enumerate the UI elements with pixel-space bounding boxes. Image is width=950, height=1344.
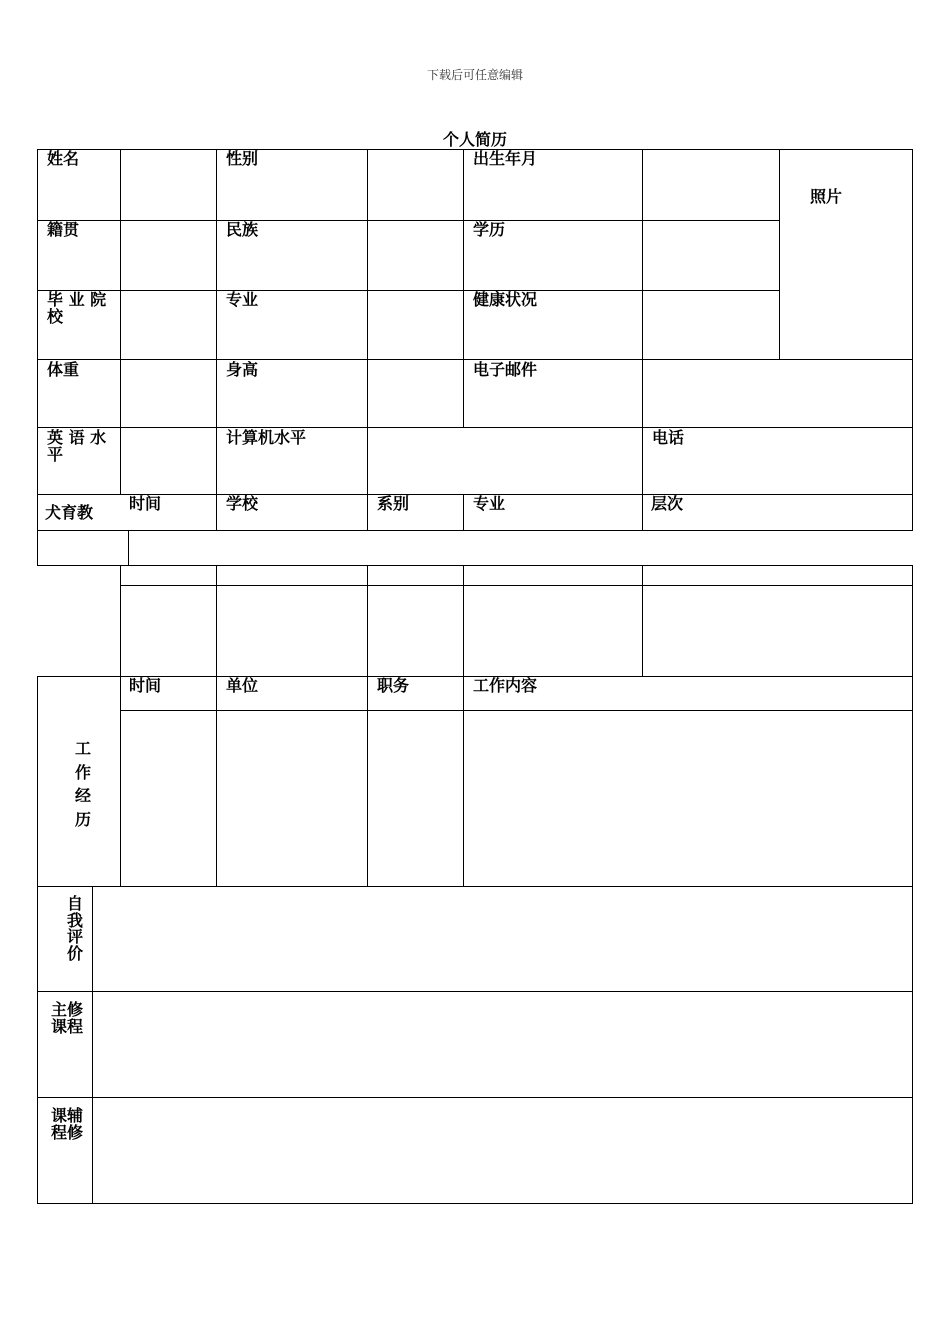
- main-courses-label-line1: 主修: [51, 1000, 84, 1019]
- work-char: 历: [74, 809, 91, 829]
- health-label: 健康状况: [473, 290, 538, 309]
- gender-label: 性别: [226, 149, 259, 168]
- work-col-unit: 单位: [226, 676, 259, 695]
- weight-label: 体重: [47, 360, 80, 379]
- school-label-line1: 毕 业 院: [47, 290, 107, 309]
- school-label-line2: 校: [47, 307, 64, 326]
- self-eval-char: 价: [66, 943, 83, 963]
- work-col-position: 职务: [377, 676, 410, 695]
- computer-label: 计算机水平: [226, 428, 307, 447]
- birth-label: 出生年月: [473, 149, 538, 168]
- self-eval-label: [65, 896, 85, 962]
- edu-col-time: 时间: [129, 494, 162, 513]
- major-label: 专业: [226, 290, 259, 309]
- work-col-content: 工作内容: [473, 676, 538, 695]
- minor-courses-label-line2: 程修: [51, 1123, 84, 1142]
- height-label: 身高: [226, 360, 259, 379]
- minor-courses-label-line1: 课辅: [51, 1106, 84, 1125]
- work-char: 工: [74, 739, 91, 758]
- edu-col-major: 专业: [473, 494, 506, 513]
- name-label: 姓名: [47, 149, 80, 168]
- english-label-line1: 英 语 水: [47, 428, 107, 447]
- self-eval-char: 我: [66, 910, 83, 930]
- self-eval-char: 评: [66, 927, 83, 946]
- work-col-time: 时间: [129, 676, 162, 695]
- work-char: 作: [74, 762, 91, 782]
- edu-col-level: 层次: [651, 494, 684, 513]
- edu-col-school: 学校: [226, 494, 259, 513]
- work-section-label: [73, 737, 93, 831]
- education-level-label: 学历: [473, 220, 506, 239]
- email-label: 电子邮件: [473, 360, 538, 379]
- english-label-line2: 平: [47, 445, 64, 464]
- header-note: 下载后可任意编辑: [426, 68, 523, 82]
- page-title: 个人简历: [442, 130, 507, 149]
- phone-label: 电话: [652, 428, 685, 447]
- native-place-label: 籍贯: [47, 220, 80, 239]
- work-char: 经: [74, 786, 91, 805]
- main-courses-label-line2: 课程: [51, 1017, 84, 1036]
- education-section-label: 犬育教: [45, 503, 94, 522]
- photo-label: 照片: [810, 187, 843, 206]
- ethnicity-label: 民族: [226, 220, 259, 239]
- edu-col-department: 系别: [377, 494, 410, 513]
- self-eval-char: 自: [66, 894, 83, 913]
